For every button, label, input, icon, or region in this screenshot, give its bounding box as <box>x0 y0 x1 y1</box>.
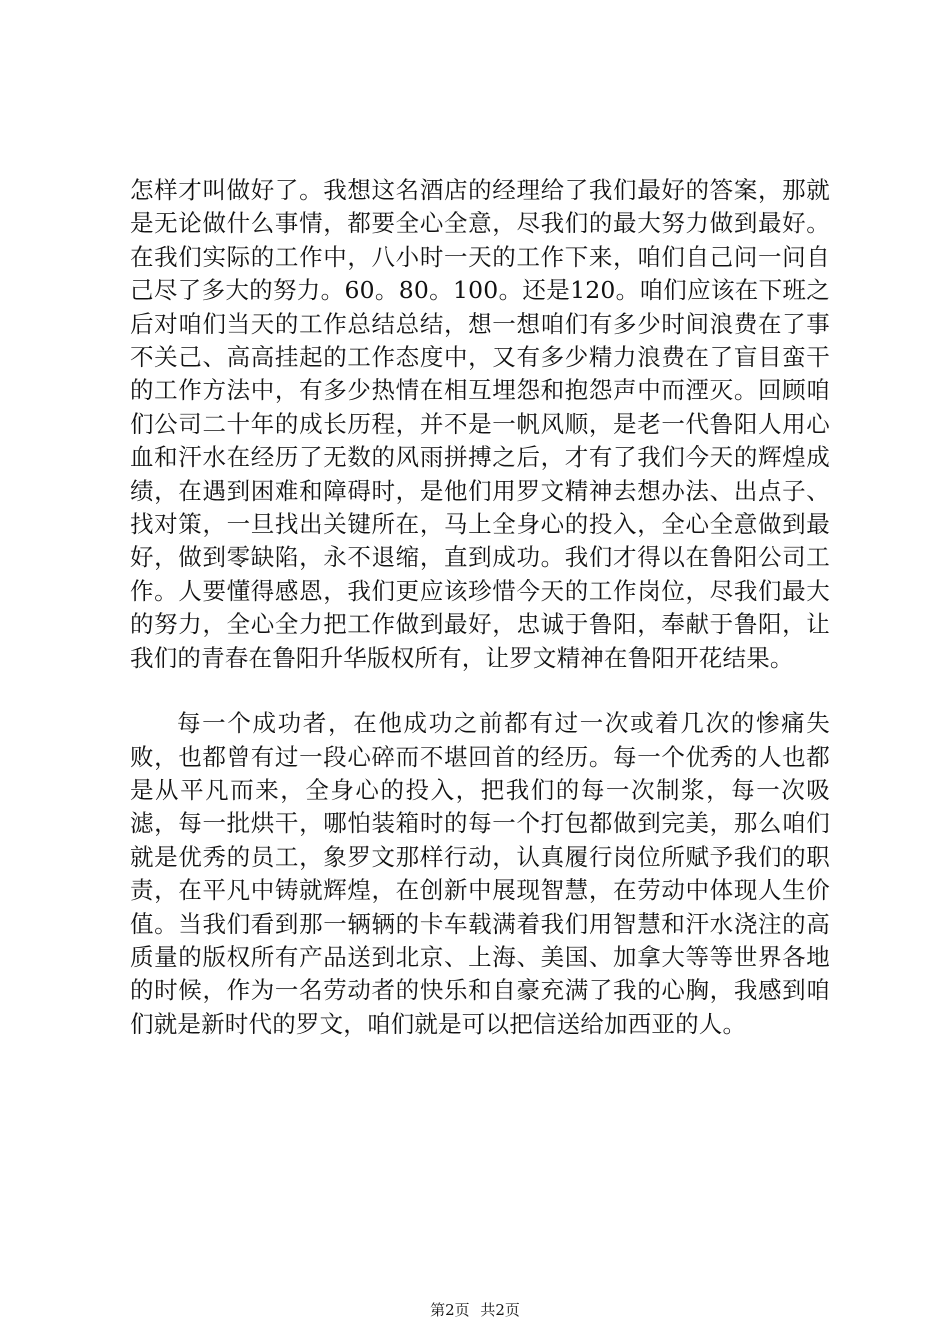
page-number: 第2页 <box>430 1301 470 1319</box>
page-total: 共2页 <box>480 1301 520 1319</box>
paragraph-success: 每一个成功者，在他成功之前都有过一次或着几次的惨痛失败，也都曾有过一段心碎而不堪回首的经历。每一个优秀的人也都是从平凡而来，全身心的投入，把我们的每一次制浆，每一次吸滤，每一批烘干，哪怕装箱时的每一个打包都做到完美，那么咱们就是优秀的员工，象罗文那样行动，认真履行岗位所赋予我们的职责，在平凡中铸就辉煌，在创新中展现智慧，在劳动中体现人生价值。当我们看到那一辆辆的卡车载满着我们用智慧和汗水浇注的高质量的版权所有产品送到北京、上海、美国、加拿大等等世界各地的时候，作为一名劳动者的快乐和自豪充满了我的心胸，我感到咱们就是新时代的罗文，咱们就是可以把信送给加西亚的人。 <box>130 709 830 1038</box>
paragraph-continuation: 怎样才叫做好了。我想这名酒店的经理给了我们最好的答案，那就是无论做什么事情，都要全心全意，尽我们的最大努力做到最好。在我们实际的工作中，八小时一天的工作下来，咱们自己问一问自己尽了多大的努力。60。80。100。还是120。咱们应该在下班之后对咱们当天的工作总结总结，想一想咱们有多少时间浪费在了事不关己、高高挂起的工作态度中，又有多少精力浪费在了盲目蛮干的工作方法中，有多少热情在相互埋怨和抱怨声中而湮灭。回顾咱们公司二十年的成长历程，并不是一帆风顺，是老一代鲁阳人用心血和汗水在经历了无数的风雨拼搏之后，才有了我们今天的辉煌成绩，在遇到困难和障碍时，是他们用罗文精神去想办法、出点子、找对策，一旦找出关键所在，马上全身心的投入，全心全意做到最好，做到零缺陷，永不退缩，直到成功。我们才得以在鲁阳公司工作。人要懂得感恩，我们更应该珍惜今天的工作岗位，尽我们最大的努力，全心全力把工作做到最好，忠诚于鲁阳，奉献于鲁阳，让我们的青春在鲁阳升华版权所有，让罗文精神在鲁阳开花结果。 <box>130 176 830 672</box>
page-footer <box>0 1300 950 1320</box>
document-body <box>130 174 830 1041</box>
